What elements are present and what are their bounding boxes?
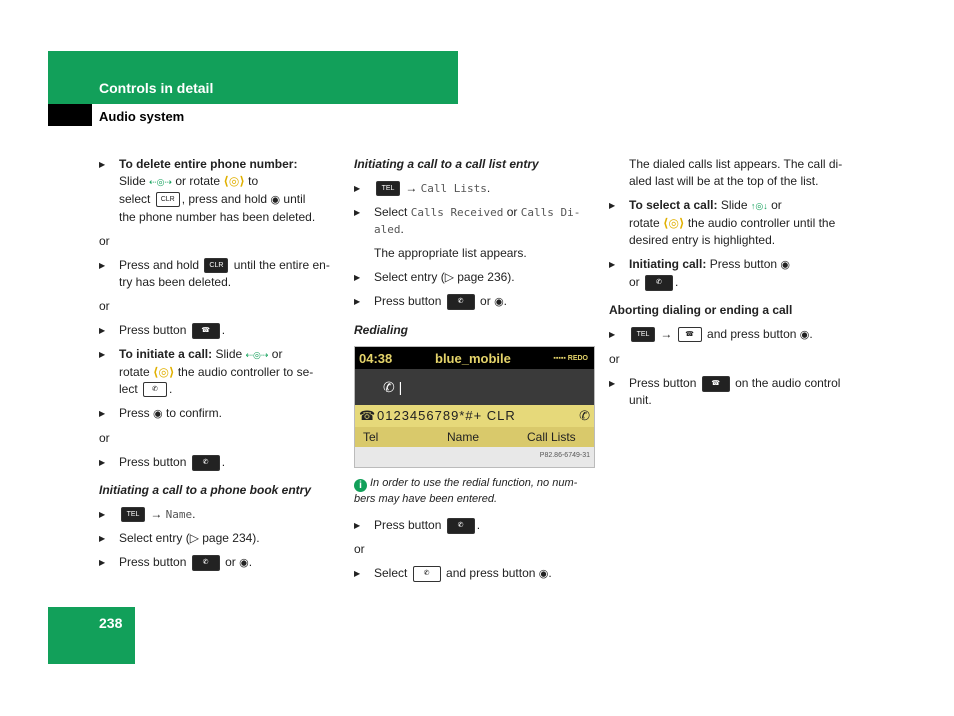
text: Press button bbox=[709, 257, 778, 271]
subheading: Redialing bbox=[354, 323, 409, 337]
list-item: ▶ Press button ✆ . bbox=[354, 517, 594, 534]
list-item bbox=[609, 375, 849, 409]
figure-code: P82.86-6749-31 bbox=[539, 452, 590, 459]
text: until the entire en- bbox=[233, 258, 330, 272]
list-item: ▶ To initiate a call: Slide ⇠◎⇢ or rotate ⟨◎⟩ the audio controller to se- lect ✆ . bbox=[99, 346, 339, 398]
rotate-controller-icon: ⟨◎⟩ bbox=[153, 365, 175, 379]
list-item: ▶ Press button ✆ or ◉. bbox=[99, 554, 339, 572]
display-numbers: 0123456789*#+ CLR bbox=[377, 408, 516, 423]
text: on the audio control unit. bbox=[629, 376, 841, 407]
list-item: ▶ TEL → Call Lists. bbox=[354, 180, 594, 197]
list-item: ▶ Select Calls Received or Calls Di-aled. bbox=[354, 204, 594, 238]
phone-display-illustration bbox=[354, 346, 595, 468]
text: Slide bbox=[720, 198, 748, 212]
clr-key-icon: CLR bbox=[204, 258, 228, 273]
text: or bbox=[771, 198, 782, 212]
display-status-bar bbox=[355, 347, 594, 369]
text: the audio controller to se- bbox=[177, 365, 314, 379]
column-1 bbox=[99, 156, 339, 579]
text: try has been deleted. bbox=[119, 275, 232, 289]
push-knob-icon: ◉ bbox=[538, 568, 549, 580]
push-knob-icon: ◉ bbox=[799, 329, 810, 341]
text: Select bbox=[374, 205, 408, 219]
step-title: To select a call: bbox=[629, 198, 718, 212]
send-call-icon: ✆ bbox=[192, 555, 220, 571]
subheading: Initiating a call to a phone book entry bbox=[99, 483, 312, 497]
menu-calls-received: Calls Received bbox=[410, 206, 504, 219]
menu-calls-dialed: Calls Di-aled bbox=[374, 206, 581, 236]
list-item: ▶ Press button ✆ or ◉. bbox=[354, 293, 594, 311]
list-item bbox=[609, 197, 849, 249]
text: or bbox=[271, 347, 283, 361]
text: Slide bbox=[215, 347, 243, 361]
menu-call-lists: Call Lists bbox=[420, 182, 487, 195]
or-text: or bbox=[99, 431, 110, 445]
list-item: ▶ Initiating call: Press button ◉ or ✆ . bbox=[609, 256, 849, 291]
list-item: ▶ Select entry (▷ page 236). bbox=[354, 269, 594, 286]
slide-controller-icon: ⇠◎⇢ bbox=[149, 177, 172, 187]
text: Select bbox=[374, 566, 408, 580]
display-softkeys bbox=[355, 427, 594, 447]
end-call-icon: ☎ bbox=[192, 323, 220, 339]
subheading: Aborting dialing or ending a call bbox=[609, 303, 793, 317]
chapter-title: Controls in detail bbox=[99, 80, 214, 96]
text: Press and hold bbox=[119, 258, 200, 272]
text: or bbox=[629, 275, 640, 289]
list-item bbox=[99, 156, 339, 226]
end-call-icon: ☎ bbox=[678, 327, 702, 342]
list-item bbox=[99, 405, 339, 423]
push-knob-icon: ◉ bbox=[270, 194, 281, 206]
text: or bbox=[225, 555, 236, 569]
softkey-name: Name bbox=[447, 430, 480, 444]
send-call-icon: ✆ bbox=[192, 455, 220, 471]
section-title: Audio system bbox=[99, 109, 185, 124]
list-item bbox=[99, 257, 339, 291]
end-call-icon: ☎ bbox=[702, 376, 730, 392]
push-knob-icon: ◉ bbox=[239, 557, 249, 569]
text: Press button bbox=[374, 294, 442, 308]
list-item: ▶ TEL → Name. bbox=[99, 506, 339, 523]
rotate-controller-icon: ⟨◎⟩ bbox=[223, 174, 245, 188]
list-item: ▶ TEL → ☎ and press button ◉. bbox=[609, 326, 849, 344]
menu-name: Name bbox=[165, 508, 193, 521]
softkey-call-lists: Call Lists bbox=[527, 430, 576, 444]
text: rotate bbox=[119, 365, 150, 379]
end-call-icon: ☎ bbox=[359, 408, 376, 423]
push-knob-icon: ◉ bbox=[780, 259, 791, 271]
text: Press button bbox=[119, 455, 187, 469]
step-title: To initiate a call: bbox=[119, 347, 213, 361]
text: rotate bbox=[629, 216, 660, 230]
text: Press button bbox=[119, 555, 187, 569]
step-title: To delete entire phone number: bbox=[119, 157, 298, 171]
send-call-icon: ✆ bbox=[413, 566, 441, 582]
handset-icon: ✆ | bbox=[383, 379, 403, 395]
send-call-icon: ✆ bbox=[579, 408, 590, 423]
section-marker bbox=[48, 104, 92, 126]
text: the phone number has been deleted. bbox=[119, 210, 316, 224]
text: Slide bbox=[119, 174, 146, 188]
send-call-icon: ✆ bbox=[447, 518, 475, 534]
send-call-icon: ✆ bbox=[645, 275, 673, 291]
or-text: or bbox=[99, 234, 110, 248]
or-text: or bbox=[609, 352, 620, 366]
column-2 bbox=[354, 156, 594, 590]
list-item: ▶ Press button ☎ . bbox=[99, 322, 339, 339]
list-item: ▶ Select entry (▷ page 234). bbox=[99, 530, 339, 547]
text: Press button bbox=[629, 376, 697, 390]
text: and press button bbox=[446, 566, 536, 580]
signal-icon: ▪▪▪▪▪ REDO bbox=[553, 355, 588, 362]
page-number: 238 bbox=[99, 615, 123, 631]
tel-key-icon: TEL bbox=[631, 327, 655, 342]
rotate-controller-icon: ⟨◎⟩ bbox=[663, 216, 685, 230]
text: or rotate bbox=[175, 174, 221, 188]
send-call-icon: ✆ bbox=[143, 382, 167, 397]
push-knob-icon: ◉ bbox=[153, 408, 163, 420]
text: select bbox=[119, 192, 151, 206]
display-number-row bbox=[355, 405, 594, 427]
text: until bbox=[283, 192, 306, 206]
or-text: or bbox=[354, 542, 365, 556]
text: Press bbox=[119, 406, 150, 420]
display-title: blue_mobile bbox=[435, 351, 511, 366]
text: the audio controller until the desired entry is highlighted. bbox=[629, 216, 836, 247]
text: to bbox=[248, 174, 259, 188]
result-text: The appropriate list appears. bbox=[374, 246, 527, 260]
softkey-tel: Tel bbox=[363, 430, 379, 444]
text: , press and hold bbox=[181, 192, 268, 206]
text: and press button bbox=[707, 327, 797, 341]
or-text: or bbox=[99, 299, 110, 313]
info-note bbox=[354, 476, 594, 507]
step-title: Initiating call: bbox=[629, 257, 707, 271]
tel-key-icon: TEL bbox=[121, 507, 145, 522]
subheading: Initiating a call to a call list entry bbox=[354, 157, 539, 171]
clr-key-icon: CLR bbox=[156, 192, 180, 207]
result-text: The dialed calls list appears. The call di-aled last will be at the top of the list. bbox=[629, 157, 843, 188]
text: Press button bbox=[119, 323, 187, 337]
text: Press button bbox=[374, 518, 442, 532]
text: to confirm. bbox=[165, 406, 222, 420]
display-time: 04:38 bbox=[359, 351, 393, 366]
slide-controller-icon: ⇠◎⇢ bbox=[245, 350, 269, 360]
slide-controller-icon: ↑◎↓ bbox=[750, 201, 768, 211]
send-call-icon: ✆ bbox=[447, 294, 475, 310]
note-text: In order to use the redial function, no num-bers may have been entered. bbox=[354, 477, 578, 505]
text: lect bbox=[119, 382, 138, 396]
info-icon: i bbox=[354, 479, 367, 492]
list-item: ▶ Press button ✆ . bbox=[99, 454, 339, 471]
push-knob-icon: ◉ bbox=[494, 296, 504, 308]
list-item: ▶ Select ✆ and press button ◉. bbox=[354, 565, 594, 583]
column-3 bbox=[609, 156, 849, 416]
tel-key-icon: TEL bbox=[376, 181, 400, 196]
